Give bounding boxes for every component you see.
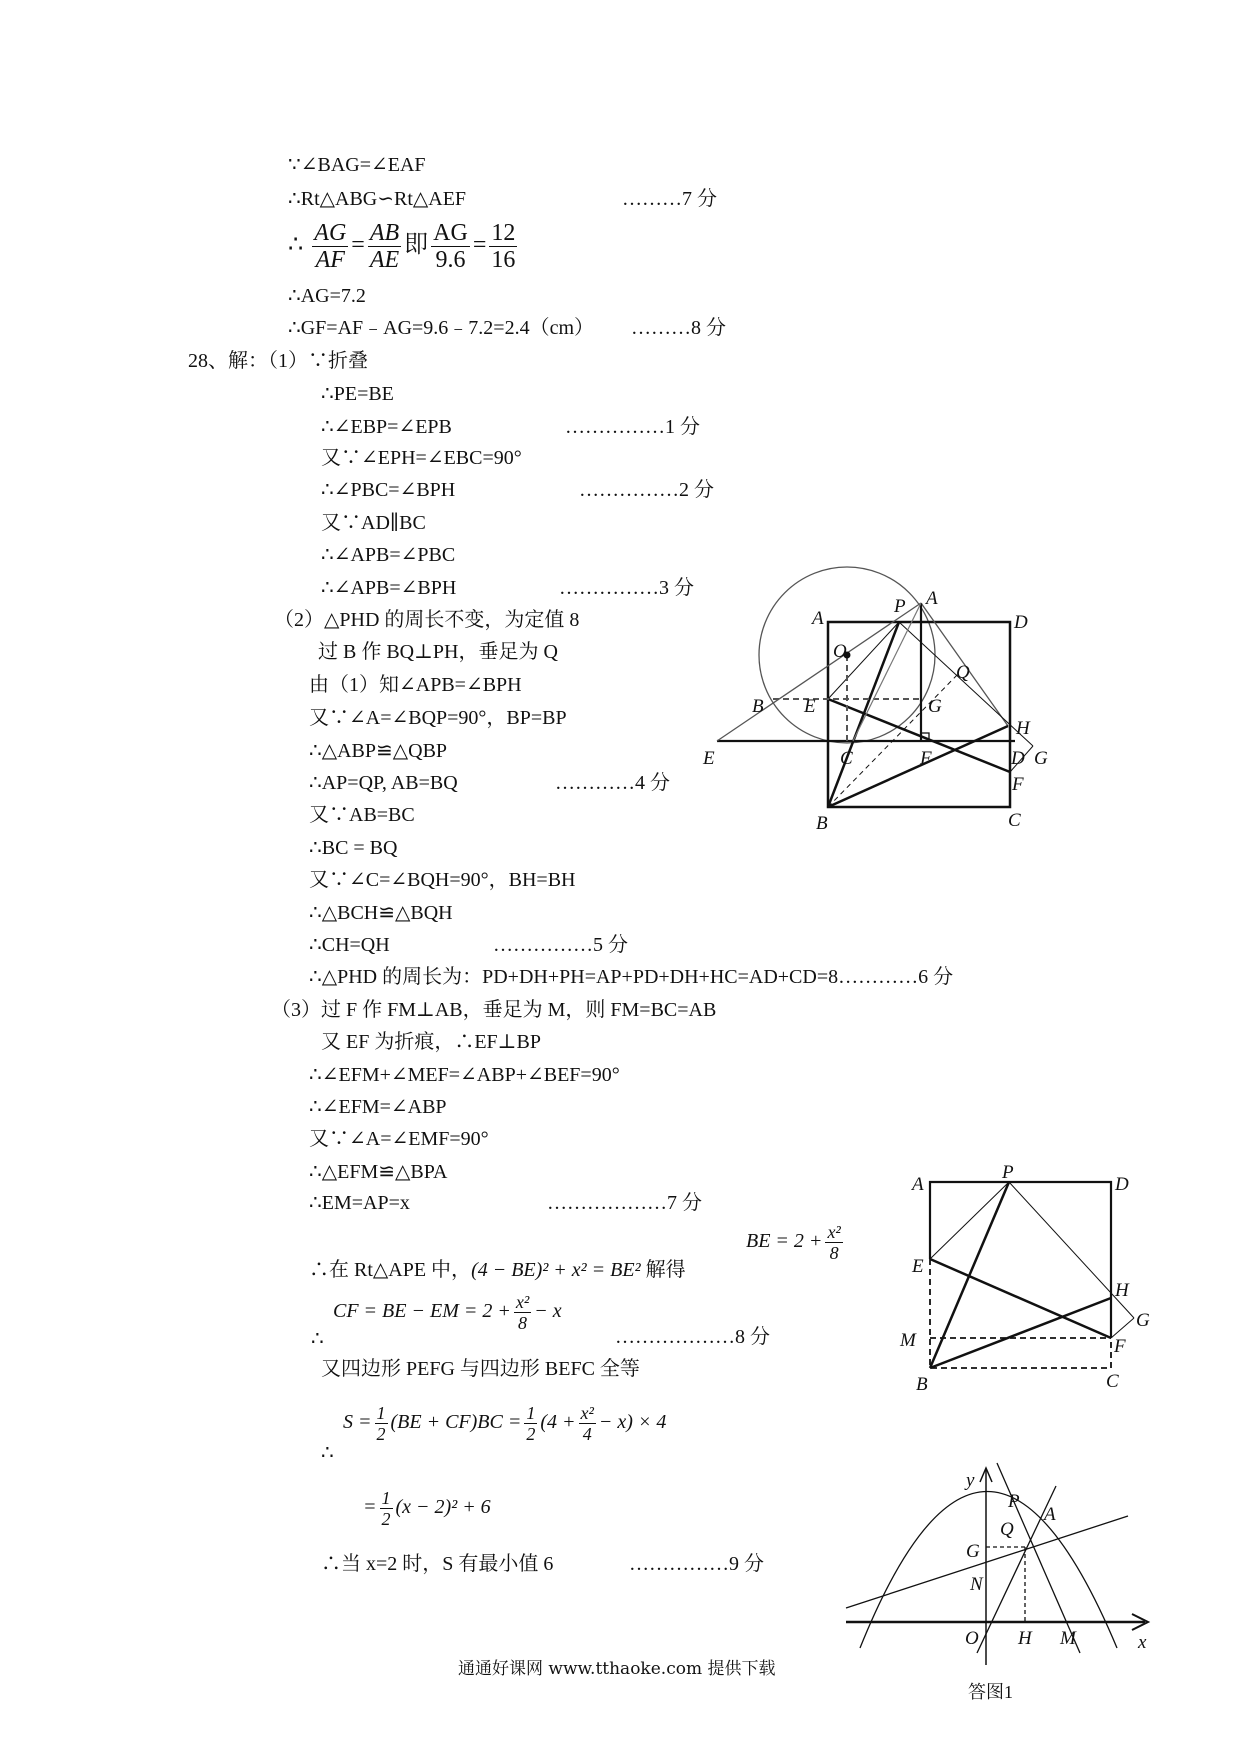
- part-header: （3）过 F 作 FM⊥AB，垂足为 M，则 FM=BC=AB: [271, 999, 717, 1021]
- svg-text:B: B: [752, 696, 764, 717]
- proof-line: ∴GF=AF﹣AG=9.6﹣7.2=2.4（cm）: [288, 317, 595, 339]
- svg-text:P: P: [1002, 1162, 1014, 1183]
- svg-text:x: x: [1138, 1632, 1147, 1653]
- svg-text:C: C: [1106, 1371, 1119, 1392]
- proof-line: 又∵∠EPH=∠EBC=90°: [321, 447, 522, 469]
- proof-line: ∴PE=BE: [321, 383, 394, 405]
- figure-caption: 答图1: [968, 1682, 1013, 1702]
- segment-gf: [1111, 1318, 1134, 1338]
- svg-text:G: G: [1034, 748, 1048, 769]
- svg-text:D: D: [1115, 1174, 1129, 1195]
- therefore: ∴: [321, 1442, 334, 1464]
- score-mark: ……………2 分: [579, 479, 714, 501]
- svg-text:E: E: [703, 748, 715, 769]
- fraction: $\frac{AG}{9.6}$: [433, 220, 468, 273]
- question-header: 28、解：（1）∵折叠: [188, 350, 368, 372]
- svg-text:P: P: [894, 596, 906, 617]
- svg-text:P: P: [1008, 1491, 1020, 1512]
- svg-text:C: C: [1008, 810, 1021, 831]
- proof-line: 又∵∠A=∠BQP=90°，BP=BP: [309, 707, 567, 729]
- svg-text:A: A: [912, 1174, 924, 1195]
- svg-text:H: H: [1018, 1628, 1032, 1649]
- score-mark: ………7 分: [622, 188, 717, 210]
- figure-1-labels: [702, 588, 1048, 834]
- svg-text:O: O: [833, 641, 847, 662]
- proof-line: ∴AG=7.2: [288, 285, 366, 307]
- score-mark: ………………8 分: [615, 1326, 770, 1348]
- proof-line: ∴在 Rt△APE 中，(4 − BE)² + x² = BE² 解得: [309, 1259, 686, 1281]
- svg-text:D: D: [1011, 748, 1025, 769]
- svg-text:A: A: [812, 608, 824, 629]
- svg-text:M: M: [900, 1330, 916, 1351]
- parabola: [860, 1492, 1117, 1649]
- svg-text:O: O: [965, 1628, 979, 1649]
- svg-text:D: D: [1014, 612, 1028, 633]
- figure-3-labels: [964, 1470, 1147, 1702]
- proof-line: 又∵AB=BC: [309, 804, 415, 826]
- segment-bh: [930, 1298, 1111, 1368]
- svg-text:Q: Q: [1000, 1519, 1014, 1540]
- proof-line: 又四边形 PEFG 与四边形 BEFC 全等: [321, 1358, 640, 1380]
- proof-line: ∴∠APB=∠PBC: [321, 544, 456, 566]
- proof-line: ∴∠APB=∠BPH: [321, 577, 457, 599]
- svg-text:G: G: [928, 696, 942, 717]
- proof-line: ∴∠EFM+∠MEF=∠ABP+∠BEF=90°: [309, 1064, 620, 1086]
- figure-3: [846, 1463, 1148, 1665]
- score-mark: ……………1 分: [565, 416, 700, 438]
- area-simplified: = $\frac{1}{2}$ (x − 2)² + 6: [363, 1488, 491, 1529]
- fraction: $\frac{AB}{AE}$: [369, 220, 400, 273]
- svg-text:F: F: [1012, 774, 1024, 795]
- proof-line: 又 EF 为折痕，∴EF⊥BP: [321, 1031, 541, 1053]
- be-expression: BE = 2 + $\frac{\text{x²}}{8}$: [746, 1222, 841, 1263]
- svg-text:C: C: [840, 748, 853, 769]
- segment-ef: [930, 1259, 1111, 1338]
- therefore: ∴: [288, 232, 304, 259]
- svg-text:A: A: [1044, 1504, 1056, 1525]
- proof-line: ∴BC = BQ: [309, 837, 398, 859]
- square-solid: [930, 1182, 1111, 1338]
- score-mark: ……………9 分: [629, 1553, 764, 1575]
- score-mark: …………4 分: [555, 772, 670, 794]
- proof-line: ∴EM=AP=x: [309, 1192, 410, 1214]
- svg-text:B: B: [816, 813, 828, 834]
- proof-line: 又∵∠A=∠EMF=90°: [309, 1128, 489, 1150]
- fraction: $\frac{AG}{AF}$: [314, 220, 347, 273]
- score-mark: ………8 分: [631, 317, 726, 339]
- proof-line: ∴CH=QH: [309, 934, 390, 956]
- svg-text:G: G: [1136, 1310, 1150, 1331]
- svg-text:Q: Q: [956, 662, 970, 683]
- proof-line: 又∵∠C=∠BQH=90°，BH=BH: [309, 869, 576, 891]
- dashed-edges: [828, 699, 1010, 807]
- proof-line: ∴△BCH≌△BQH: [309, 902, 453, 924]
- ratio-equation: ∴ $\frac{AG}{AF}$ = $\frac{AB}{AE}$ 即 $\frac{AG}{9.6}$ = $\frac{12}{16}$: [288, 220, 516, 273]
- cf-expression: CF = BE − EM = 2 + $\frac{\text{x²}}{8}$ − x: [333, 1292, 562, 1333]
- pythagoras-equation: (4 − BE)² + x² = BE²: [471, 1259, 641, 1281]
- svg-text:E: E: [912, 1256, 924, 1277]
- segment-pe: [930, 1182, 1009, 1259]
- proof-line: ∴△PHD 的周长为：PD+DH+PH=AP+PD+DH+HC=AD+CD=8…………6 分: [309, 966, 954, 988]
- svg-text:H: H: [1115, 1280, 1129, 1301]
- svg-text:A: A: [926, 588, 938, 609]
- footer-watermark: 通通好课网 www.tthaoke.com 提供下载: [458, 1659, 776, 1679]
- proof-line: ∴∠EFM=∠ABP: [309, 1096, 447, 1118]
- score-mark: ……………5 分: [493, 934, 628, 956]
- proof-line: 由（1）知∠APB=∠BPH: [309, 674, 522, 696]
- svg-text:y: y: [966, 1470, 975, 1491]
- svg-text:B: B: [916, 1374, 928, 1395]
- svg-text:H: H: [1016, 718, 1030, 739]
- svg-text:M: M: [1060, 1628, 1076, 1649]
- proof-line: 又∵AD∥BC: [321, 512, 426, 534]
- line-through-n: [846, 1516, 1128, 1608]
- proof-line: ∴∠PBC=∠BPH: [321, 479, 456, 501]
- proof-line: 过 B 作 BQ⊥PH，垂足为 Q: [318, 641, 558, 663]
- svg-text:E: E: [804, 696, 816, 717]
- proof-line: ∴AP=QP, AB=BQ: [309, 772, 458, 794]
- proof-line: ∴Rt△ABG∽Rt△AEF: [288, 188, 467, 210]
- part-header: （2）△PHD 的周长不变，为定值 8: [274, 609, 580, 631]
- proof-line: ∴∠EBP=∠EPB: [321, 416, 452, 438]
- square-dashed: [930, 1259, 1111, 1368]
- area-expression: S = $\frac{1}{2}$ (BE + CF)BC = $\frac{1}{2}$ (4 + $\frac{\text{x²}}{4}$ − x) × 4: [343, 1403, 667, 1444]
- svg-text:G: G: [966, 1541, 980, 1562]
- svg-text:N: N: [970, 1574, 983, 1595]
- score-mark: ………………7 分: [547, 1192, 702, 1214]
- segment-pg: [899, 622, 1033, 746]
- proof-line: ∵∠BAG=∠EAF: [288, 154, 426, 176]
- figure-2: [930, 1182, 1134, 1368]
- therefore: ∴: [311, 1328, 324, 1350]
- conclusion: ∴当 x=2 时，S 有最小值 6: [321, 1553, 554, 1575]
- figure-2-labels: [899, 1162, 1150, 1395]
- svg-text:F: F: [920, 748, 932, 769]
- svg-text:F: F: [1114, 1336, 1126, 1357]
- line: [853, 603, 921, 741]
- proof-line: ∴△ABP≌△QBP: [309, 740, 448, 762]
- figure-1: [717, 567, 1033, 807]
- fraction: $\frac{12}{16}$: [491, 220, 516, 273]
- score-mark: ……………3 分: [559, 577, 694, 599]
- proof-line: ∴△EFM≌△BPA: [309, 1161, 448, 1183]
